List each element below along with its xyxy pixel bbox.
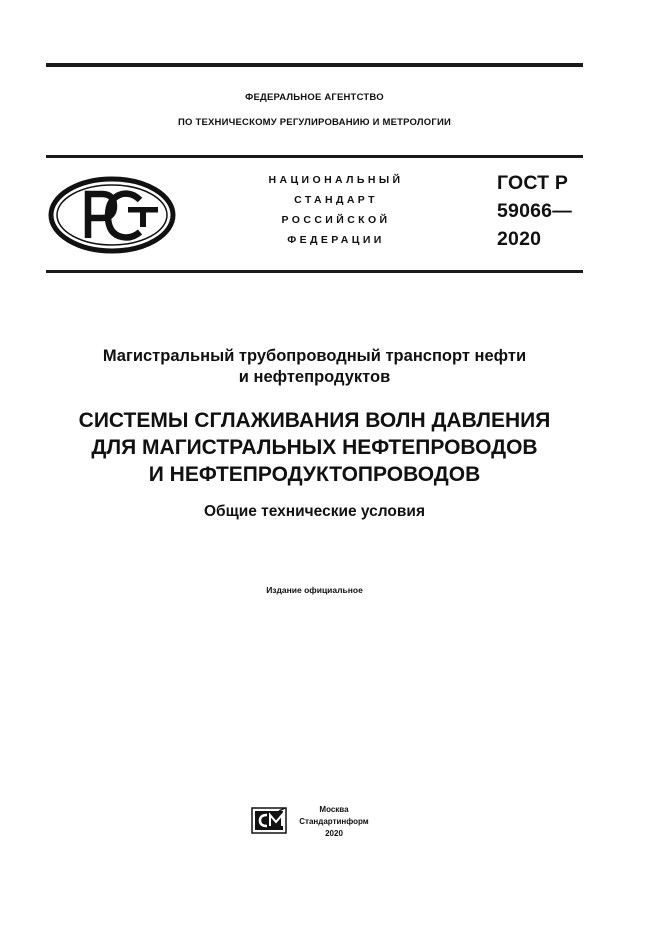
designation-line-1: ГОСТ Р [497, 172, 569, 194]
edition-note: Издание официальное [266, 585, 363, 595]
title-line-3: И НЕФТЕПРОДУКТОПРОВОДОВ [148, 463, 481, 486]
subject-line-1: Магистральный трубопроводный транспорт нефти [102, 347, 527, 365]
title-line-2: ДЛЯ МАГИСТРАЛЬНЫХ НЕФТЕПРОВОДОВ [91, 436, 538, 459]
standartinform-logo-icon [251, 807, 287, 834]
national-line-4: ФЕДЕРАЦИИ [287, 234, 385, 246]
national-line-2: СТАНДАРТ [294, 194, 378, 206]
publisher-name: Стандартинформ [299, 817, 369, 826]
agency-line-1: ФЕДЕРАЛЬНОЕ АГЕНТСТВО [245, 92, 384, 103]
spec-subtitle: Общие технические условия [204, 503, 425, 520]
publisher-city: Москва [319, 805, 349, 814]
block-top-rule [46, 155, 583, 158]
designation-line-2: 59066— [497, 200, 572, 222]
block-bottom-rule [46, 270, 583, 273]
national-line-1: НАЦИОНАЛЬНЫЙ [268, 174, 404, 186]
national-line-3: РОССИЙСКОЙ [281, 214, 391, 226]
title-line-1: СИСТЕМЫ СГЛАЖИВАНИЯ ВОЛН ДАВЛЕНИЯ [78, 409, 551, 432]
subject-line-2: и нефтепродуктов [238, 368, 391, 386]
agency-line-2: ПО ТЕХНИЧЕСКОМУ РЕГУЛИРОВАНИЮ И МЕТРОЛОГИИ [178, 117, 451, 128]
top-rule [46, 63, 583, 67]
publisher-year: 2020 [325, 829, 343, 838]
designation-line-3: 2020 [497, 228, 542, 250]
rst-emblem-icon [48, 176, 176, 254]
